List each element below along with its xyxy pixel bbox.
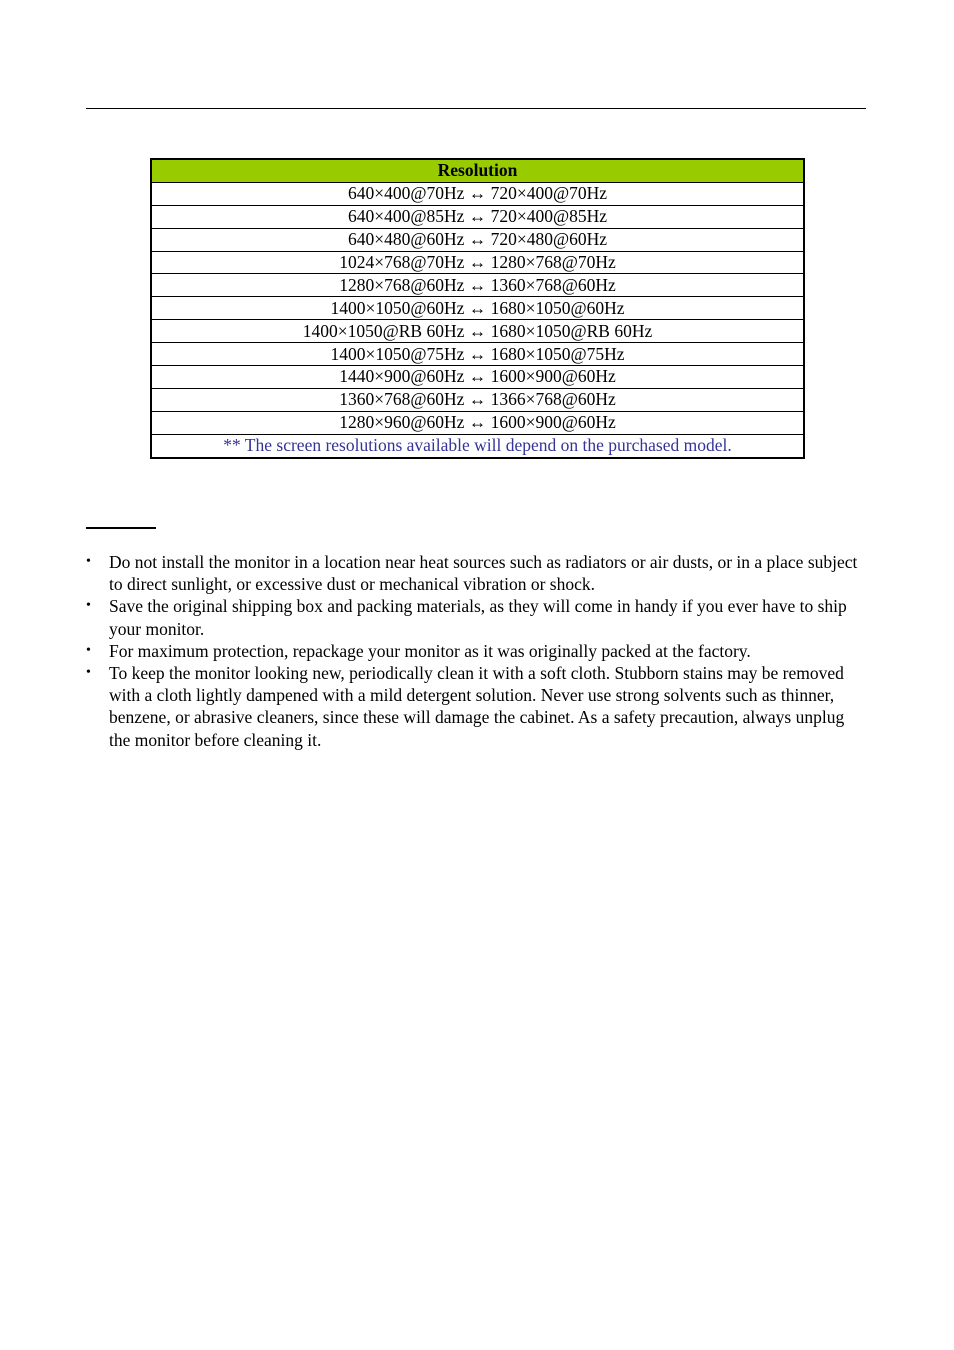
table-row [151,411,804,434]
table-row [151,274,804,297]
table-row [151,228,804,251]
table-cell: 1400×1050@60Hz ↔ 1680×1050@60Hz [151,297,804,320]
list-item [86,640,868,662]
list-item [86,595,868,639]
table-cell: 1280×960@60Hz ↔ 1600×900@60Hz [151,411,804,434]
table-row [151,343,804,366]
table-row [151,205,804,228]
table-cell: 1400×1050@75Hz ↔ 1680×1050@75Hz [151,343,804,366]
resolution-table [150,158,805,459]
table-cell: 1440×900@60Hz ↔ 1600×900@60Hz [151,366,804,389]
bullet-icon: • [86,665,91,681]
table-row [151,320,804,343]
bullet-icon: • [86,642,91,658]
table-header-row [151,159,804,182]
header-rule [86,108,866,109]
bullet-icon: • [86,554,91,569]
table-row [151,388,804,411]
table-cell: 1360×768@60Hz ↔ 1366×768@60Hz [151,388,804,411]
care-tips-list [86,551,868,751]
table-cell: 640×480@60Hz ↔ 720×480@60Hz [151,228,804,251]
table-row [151,182,804,205]
list-item-text: To keep the monitor looking new, periodically clean it with a soft cloth. Stubborn stains may be removed with a cloth lightly dampened with a mild detergent solution. Never use strong solvents such as thinner, benzene, or abrasive cleaners, since these will damage the cabinet. As a safety precaution, always unplug the monitor before cleaning it. [109,663,845,750]
table-cell: 640×400@70Hz ↔ 720×400@70Hz [151,182,804,205]
table-cell: 1280×768@60Hz ↔ 1360×768@60Hz [151,274,804,297]
table-header-resolution: Resolution [151,159,804,182]
bullet-icon: • [86,598,91,614]
table-row [151,366,804,389]
table-note: ** The screen resolutions available will depend on the purchased model. [151,434,804,457]
list-item-text: For maximum protection, repackage your monitor as it was originally packed at the factory. [109,640,751,661]
list-item-text: Do not install the monitor in a location near heat sources such as radiators or air dusts, or in a place subject to direct sunlight, or excessive dust or mechanical vibration or shock. [109,552,858,595]
table-row [151,251,804,274]
section-heading-underline [86,505,156,529]
list-item [86,662,868,751]
table-row [151,297,804,320]
table-note-row [151,434,804,457]
table-cell: 1024×768@70Hz ↔ 1280×768@70Hz [151,251,804,274]
list-item-text: Save the original shipping box and packing materials, as they will come in handy if you ever have to ship your monitor. [109,596,847,639]
table-cell: 1400×1050@RB 60Hz ↔ 1680×1050@RB 60Hz [151,320,804,343]
list-item [86,551,868,595]
table-cell: 640×400@85Hz ↔ 720×400@85Hz [151,205,804,228]
